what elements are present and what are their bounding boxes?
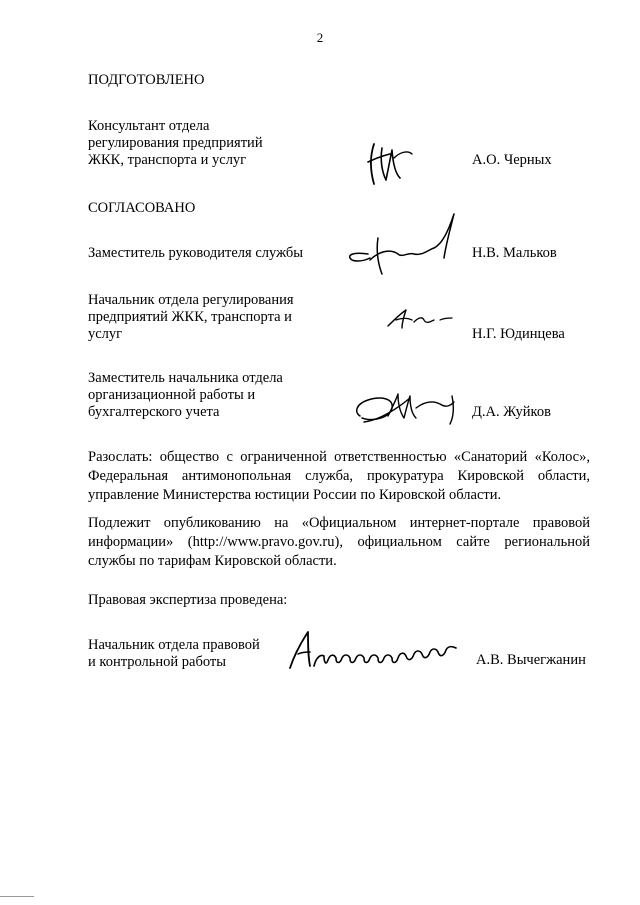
signer-2-name: Н.Г. Юдинцева <box>472 326 565 342</box>
signer-2-position-line-3: услуг <box>88 326 123 342</box>
signature-yudintseva <box>384 306 456 332</box>
page-number: 2 <box>316 30 324 45</box>
distribution-paragraph: Разослать: общество с ограниченной ответственностью «Санаторий «Колос», Федеральная антимонопольная служба, прокуратура Кировской области, управление Министерства юстиции России по Кировской области. <box>88 449 590 503</box>
publication-paragraph: Подлежит опубликованию на «Официальном интернет-портале правовой информации» (http://www.pravo.gov.ru), официальном сайте региональной службы по тарифам Кировской области. <box>88 515 590 569</box>
agreed-heading: СОГЛАСОВАНО <box>88 200 196 216</box>
page-corner-mark <box>0 896 34 897</box>
prepared-position-line-3: ЖКК, транспорта и услуг <box>88 152 247 168</box>
signer-1-position-line-1: Заместитель руководителя службы <box>88 245 304 261</box>
signature-zhuykov <box>350 386 468 430</box>
signature-vychegzhanin <box>284 626 466 674</box>
legal-review-position-line-2: и контрольной работы <box>88 654 226 670</box>
legal-review-signer-name: А.В. Вычегжанин <box>476 652 586 668</box>
prepared-heading: ПОДГОТОВЛЕНО <box>88 72 205 88</box>
signature-chernykh <box>360 140 420 188</box>
signer-3-position-line-1: Заместитель начальника отдела <box>88 370 283 386</box>
signer-3-position-line-2: организационной работы и <box>88 387 256 403</box>
signer-2-position-line-2: предприятий ЖКК, транспорта и <box>88 309 292 325</box>
legal-review-position-line-1: Начальник отдела правовой <box>88 637 260 653</box>
signer-3-name: Д.А. Жуйков <box>472 404 551 420</box>
prepared-signer-name: А.О. Черных <box>472 152 552 168</box>
signature-malkov <box>338 208 468 288</box>
prepared-position-line-1: Консультант отдела <box>88 118 210 134</box>
prepared-position-line-2: регулирования предприятий <box>88 135 263 151</box>
signer-2-position-line-1: Начальник отдела регулирования <box>88 292 294 308</box>
legal-review-heading: Правовая экспертиза проведена: <box>88 592 288 608</box>
signer-1-name: Н.В. Мальков <box>472 245 557 261</box>
signer-3-position-line-3: бухгалтерского учета <box>88 404 220 420</box>
